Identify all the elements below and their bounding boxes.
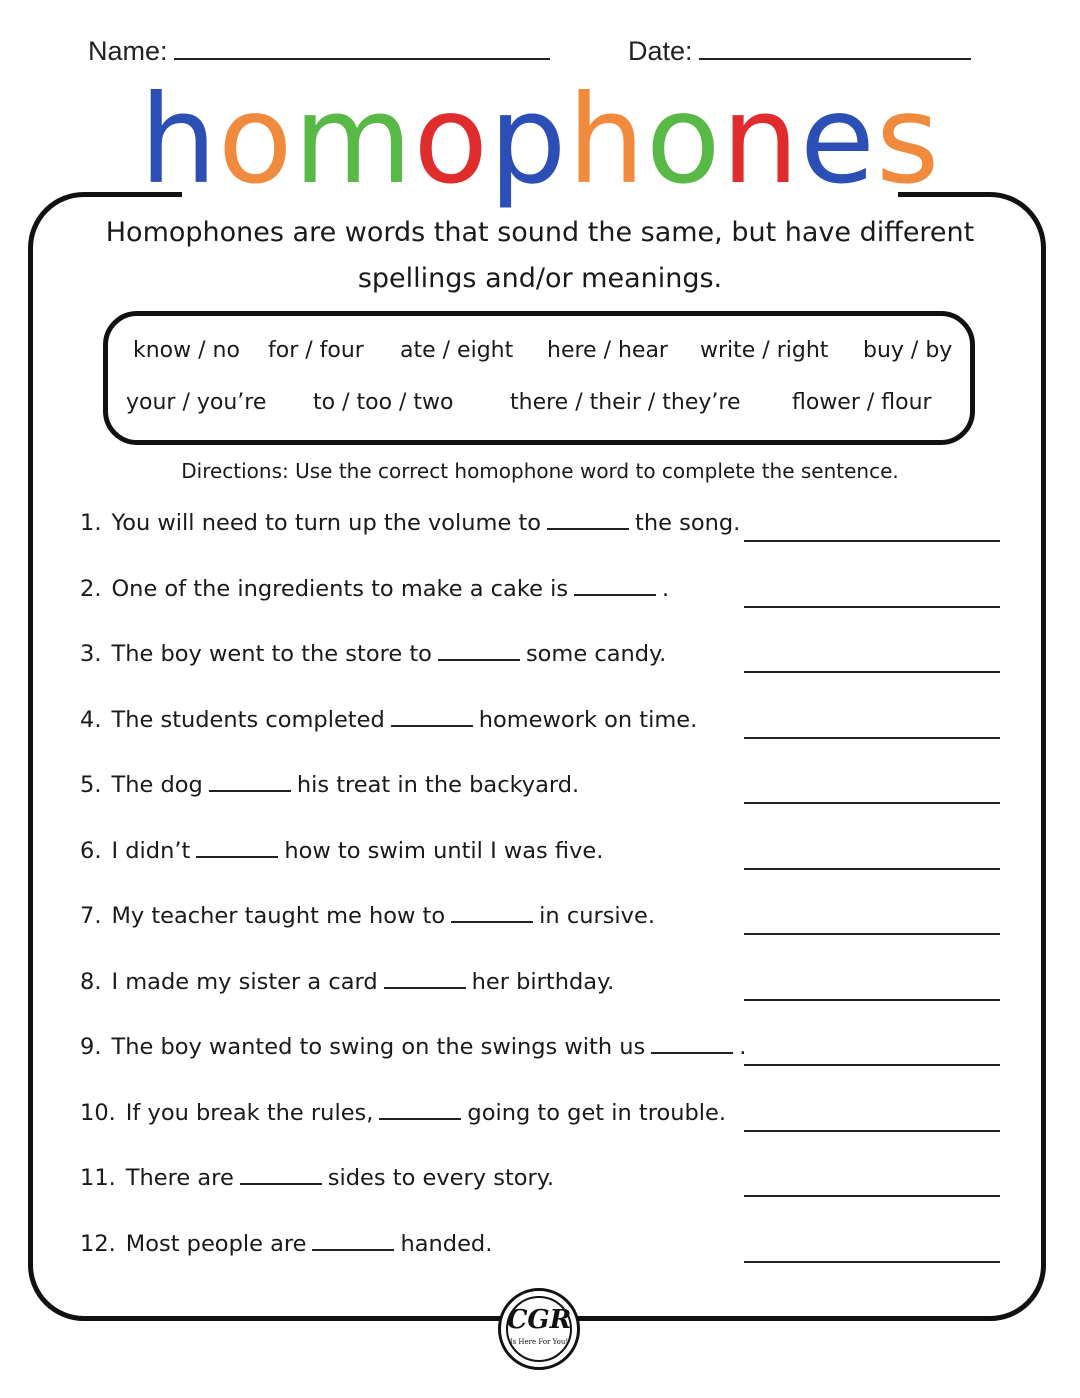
answer-line[interactable] (744, 802, 1000, 804)
question-row (80, 1032, 746, 1060)
directions: Directions: Use the correct homophone word to complete the sentence. (181, 459, 899, 483)
question-text-before: I didn’t (111, 838, 191, 864)
inline-blank[interactable] (547, 508, 629, 530)
word-bank-item: write / right (700, 338, 829, 363)
answer-line[interactable] (744, 1261, 1000, 1263)
question-text-after: handed. (400, 1231, 493, 1257)
answer-line[interactable] (744, 1130, 1000, 1132)
question-text-before: The dog (111, 772, 203, 798)
word-bank-item: flower / flour (792, 390, 932, 415)
question-text-before: If you break the rules, (125, 1100, 374, 1126)
word-bank-item: for / four (268, 338, 364, 363)
question-row (80, 836, 603, 864)
name-label: Name: (88, 36, 168, 66)
inline-blank[interactable] (384, 967, 466, 989)
question-text-after: some candy. (525, 641, 667, 667)
question-text-after: his treat in the backyard. (296, 772, 580, 798)
question-text-before: The boy went to the store to (111, 641, 432, 667)
question-text-after: the song. (635, 510, 741, 536)
question-text-before: The students completed (111, 707, 385, 733)
question-row (80, 1229, 492, 1257)
intro-line-1: Homophones are words that sound the same, but have different (105, 217, 975, 248)
answer-line[interactable] (744, 540, 1000, 542)
question-number: 11. (80, 1165, 116, 1191)
question-text-before: You will need to turn up the volume to (111, 510, 542, 536)
logo-mark: CGR (506, 1305, 572, 1335)
question-number: 10. (80, 1100, 116, 1126)
word-bank-item: know / no (133, 338, 240, 363)
question-row (80, 705, 697, 733)
inline-blank[interactable] (196, 836, 278, 858)
inline-blank[interactable] (312, 1229, 394, 1251)
question-row (80, 1163, 554, 1191)
question-text-after: her birthday. (471, 969, 615, 995)
question-text-after: going to get in trouble. (467, 1100, 727, 1126)
question-row (80, 508, 740, 536)
question-text-after: . (739, 1034, 747, 1060)
answer-line[interactable] (744, 1195, 1000, 1197)
question-text-after: in cursive. (539, 903, 655, 929)
word-bank-box (103, 311, 975, 445)
title-letter: e (799, 69, 876, 211)
date-field[interactable] (628, 36, 971, 67)
question-number: 8. (80, 969, 102, 995)
title-letter: p (489, 69, 568, 211)
word-bank-item: here / hear (547, 338, 668, 363)
word-bank-item: buy / by (863, 338, 953, 363)
question-text-after: homework on time. (478, 707, 698, 733)
answer-line[interactable] (744, 999, 1000, 1001)
question-text-before: There are (125, 1165, 234, 1191)
question-number: 2. (80, 576, 102, 602)
name-line[interactable] (174, 36, 550, 60)
date-line[interactable] (699, 36, 971, 60)
title-letter: m (293, 69, 414, 211)
question-number: 12. (80, 1231, 116, 1257)
question-row (80, 1098, 726, 1126)
intro-line-2: spellings and/or meanings. (357, 263, 723, 294)
question-number: 7. (80, 903, 102, 929)
question-row (80, 574, 669, 602)
question-row (80, 967, 614, 995)
answer-line[interactable] (744, 1064, 1000, 1066)
question-text-before: The boy wanted to swing on the swings with us (111, 1034, 646, 1060)
name-field[interactable] (88, 36, 550, 67)
inline-blank[interactable] (451, 901, 533, 923)
title-letter: h (139, 69, 218, 211)
question-row (80, 770, 579, 798)
title-letter: o (413, 69, 490, 211)
question-number: 6. (80, 838, 102, 864)
question-row (80, 639, 666, 667)
word-bank-item: your / you’re (126, 390, 267, 415)
question-text-after: sides to every story. (327, 1165, 555, 1191)
inline-blank[interactable] (379, 1098, 461, 1120)
title-letter: o (645, 69, 722, 211)
answer-line[interactable] (744, 671, 1000, 673)
word-bank-item: to / too / two (313, 390, 454, 415)
brand-logo (498, 1288, 580, 1370)
answer-line[interactable] (744, 737, 1000, 739)
question-number: 4. (80, 707, 102, 733)
title-letter: n (721, 69, 800, 211)
answer-line[interactable] (744, 606, 1000, 608)
answer-line[interactable] (744, 933, 1000, 935)
question-number: 9. (80, 1034, 102, 1060)
question-number: 3. (80, 641, 102, 667)
question-text-after: . (662, 576, 670, 602)
word-bank-item: there / their / they’re (510, 390, 741, 415)
answer-line[interactable] (744, 868, 1000, 870)
question-number: 5. (80, 772, 102, 798)
title-letter: o (217, 69, 294, 211)
logo-tagline: Is Here For You! (509, 1338, 569, 1346)
inline-blank[interactable] (391, 705, 473, 727)
intro-text (60, 210, 1020, 302)
question-text-after: how to swim until I was five. (284, 838, 604, 864)
word-bank-item: ate / eight (400, 338, 514, 363)
inline-blank[interactable] (651, 1032, 733, 1054)
question-text-before: One of the ingredients to make a cake is (111, 576, 569, 602)
title-letter: s (875, 69, 941, 211)
date-label: Date: (628, 36, 693, 66)
question-text-before: Most people are (125, 1231, 307, 1257)
question-text-before: I made my sister a card (111, 969, 378, 995)
inline-blank[interactable] (574, 574, 656, 596)
question-text-before: My teacher taught me how to (111, 903, 446, 929)
inline-blank[interactable] (240, 1163, 322, 1185)
inline-blank[interactable] (209, 770, 291, 792)
question-row (80, 901, 655, 929)
title-letter: h (567, 69, 646, 211)
question-number: 1. (80, 510, 102, 536)
inline-blank[interactable] (438, 639, 520, 661)
page-title (0, 70, 1080, 210)
